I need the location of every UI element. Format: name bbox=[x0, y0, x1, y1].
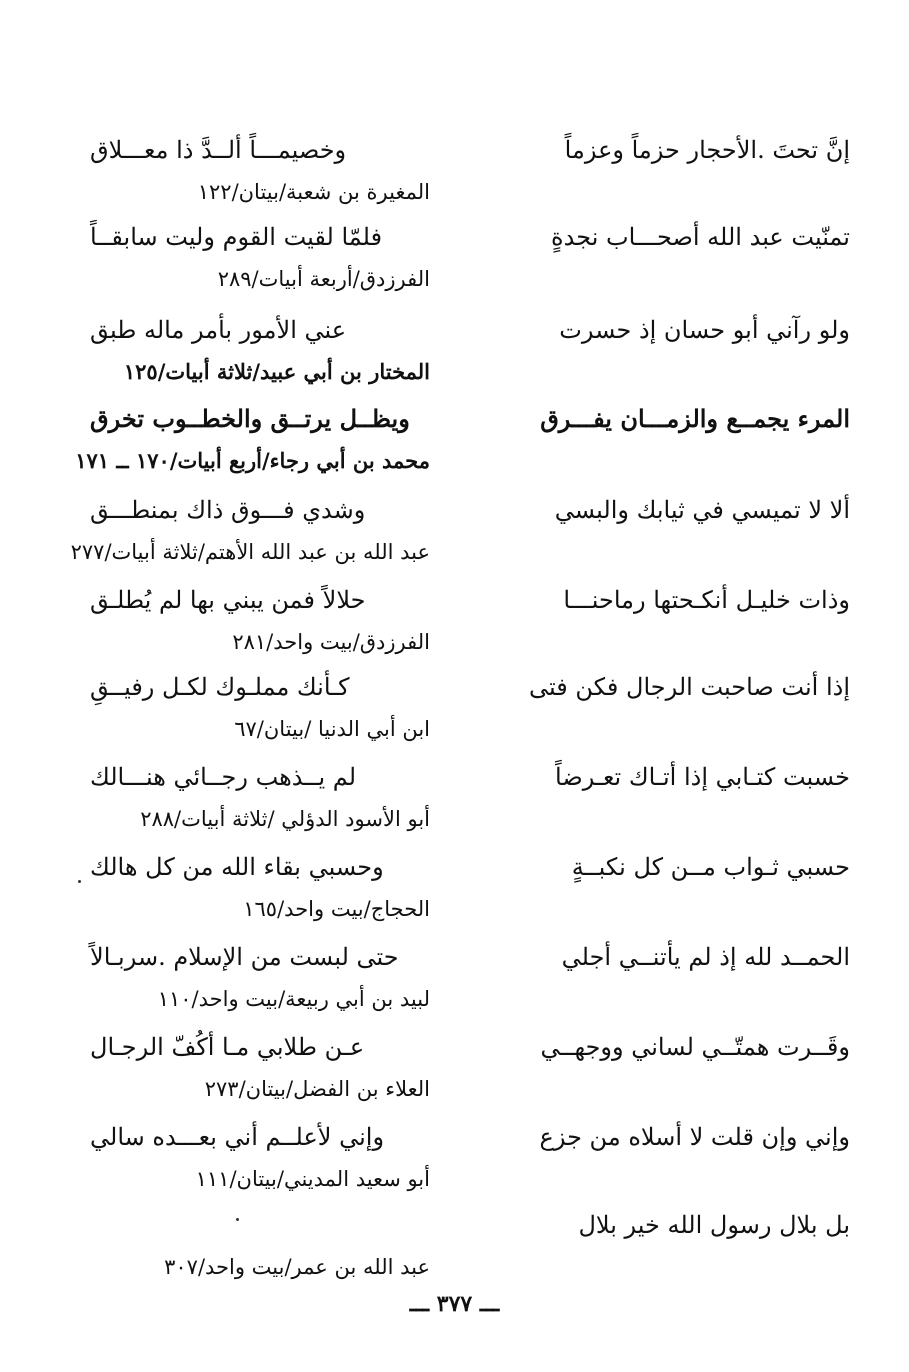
first-hemistich: تمنّيت عبد الله أصحـــاب نجدةٍ bbox=[551, 223, 850, 251]
first-hemistich: ألا لا تميسي في ثيابك والبسي bbox=[554, 496, 850, 524]
poem-entry bbox=[90, 665, 850, 749]
attribution: الفرزدق/بيت واحد/٢٨١ bbox=[232, 630, 430, 654]
verse-line bbox=[90, 578, 850, 622]
second-hemistich: فلمّا لقيت القوم وليت سابقــاً bbox=[90, 223, 383, 251]
attribution: ابن أبي الدنيا /بيتان/٦٧ bbox=[234, 717, 430, 741]
poem-entry bbox=[90, 935, 850, 1019]
poem-entry bbox=[90, 578, 850, 662]
poem-entry bbox=[75, 397, 850, 481]
poem-entry bbox=[70, 488, 850, 572]
first-hemistich: إذا أنت صاحبت الرجال فكن فتى bbox=[529, 673, 850, 701]
second-hemistich: وشدي فـــوق ذاك بمنطـــق bbox=[90, 496, 366, 524]
second-hemistich: كـأنك مملـوك لكـل رفيــقِ bbox=[90, 673, 350, 701]
verse-line bbox=[90, 665, 850, 709]
attribution: المغيرة بن شعبة/بيتان/١٢٢ bbox=[197, 180, 430, 204]
first-hemistich: خسبت كتـابي إذا أتـاك تعـرضاً bbox=[555, 763, 850, 791]
first-hemistich: المرء يجمــع والزمـــان يفـــرق bbox=[540, 404, 850, 433]
poem-entry bbox=[90, 1025, 850, 1109]
poem-entry bbox=[90, 215, 850, 299]
verse-line bbox=[90, 1203, 850, 1247]
attribution: عبد الله بن عمر/بيت واحد/٣٠٧ bbox=[164, 1255, 430, 1279]
attribution: الحجاج/بيت واحد/١٦٥ bbox=[243, 897, 430, 921]
single-hemistich: بل بلال رسول الله خير بلال bbox=[578, 1211, 850, 1239]
verse-line bbox=[90, 935, 850, 979]
poem-entry bbox=[90, 1115, 850, 1199]
attribution: المختار بن أبي عبيد/ثلاثة أبيات/١٢٥ bbox=[123, 359, 430, 384]
print-speck bbox=[236, 1218, 239, 1221]
verse-line bbox=[90, 488, 850, 532]
verse-line bbox=[90, 1115, 850, 1159]
print-speck bbox=[78, 880, 81, 883]
attribution: لبيد بن أبي ربيعة/بيت واحد/١١٠ bbox=[157, 987, 430, 1011]
attribution: محمد بن أبي رجاء/أربع أبيات/١٧٠ ــ ١٧١ bbox=[75, 448, 430, 473]
second-hemistich: حتى لبست من الإسلام .سربـالاً bbox=[90, 943, 399, 971]
verse-line bbox=[90, 215, 850, 259]
first-hemistich: الحمــد لله إذ لم يأتنــي أجلي bbox=[561, 943, 850, 971]
poem-entry bbox=[90, 128, 850, 212]
attribution: العلاء بن الفضل/بيتان/٢٧٣ bbox=[204, 1077, 430, 1101]
poem-entry bbox=[90, 845, 850, 929]
first-hemistich: ولو رآني أبو حسان إذ حسرت bbox=[559, 316, 850, 344]
second-hemistich: وخصيمـــاً ألــدَّ ذا معـــلاق bbox=[90, 136, 347, 164]
second-hemistich: لم يــذهب رجــائي هنـــالك bbox=[90, 763, 357, 791]
second-hemistich: ويظــل يرتــق والخطــوب تخرق bbox=[90, 404, 410, 433]
second-hemistich: وحسبي بقاء الله من كل هالك bbox=[90, 853, 384, 881]
first-hemistich: إنَّ تحتَ .الأحجار حزماً وعزماً bbox=[564, 136, 850, 164]
attribution: أبو الأسود الدؤلي /ثلاثة أبيات/٢٨٨ bbox=[140, 807, 430, 831]
attribution: الفرزدق/أربعة أبيات/٢٨٩ bbox=[217, 267, 430, 291]
first-hemistich: وقَــرت همتّــي لساني ووجهــي bbox=[540, 1033, 850, 1061]
verse-line bbox=[90, 1025, 850, 1069]
second-hemistich: حلالاً فمن يبني بها لم يُطلـق bbox=[90, 586, 366, 614]
attribution: عبد الله بن عبد الله الأهتم/ثلاثة أبيات/٢٧٧ bbox=[70, 540, 430, 564]
second-hemistich: وإني لأعلــم أني بعـــده سالي bbox=[90, 1123, 385, 1151]
verse-line bbox=[90, 397, 850, 441]
second-hemistich: عـن طلابي مـا أكُفّ الرجـال bbox=[90, 1033, 365, 1061]
page-number: ـــ ٣٧٧ ـــ bbox=[409, 1291, 500, 1317]
first-hemistich: وإني وإن قلت لا أسلاه من جزع bbox=[539, 1123, 850, 1151]
verse-line bbox=[90, 128, 850, 172]
verse-line bbox=[90, 308, 850, 352]
second-hemistich: عني الأمور بأمر ماله طبق bbox=[90, 316, 347, 344]
verse-line bbox=[90, 845, 850, 889]
attribution: أبو سعيد المديني/بيتان/١١١ bbox=[195, 1167, 430, 1191]
poem-entry bbox=[90, 755, 850, 839]
verse-line bbox=[90, 755, 850, 799]
first-hemistich: وذات خليـل أنكـحتها رماحنـــا bbox=[563, 586, 850, 614]
poem-entry bbox=[90, 1203, 850, 1287]
first-hemistich: حسبي ثـواب مــن كل نكبــةٍ bbox=[571, 853, 850, 881]
poem-entry bbox=[90, 308, 850, 392]
